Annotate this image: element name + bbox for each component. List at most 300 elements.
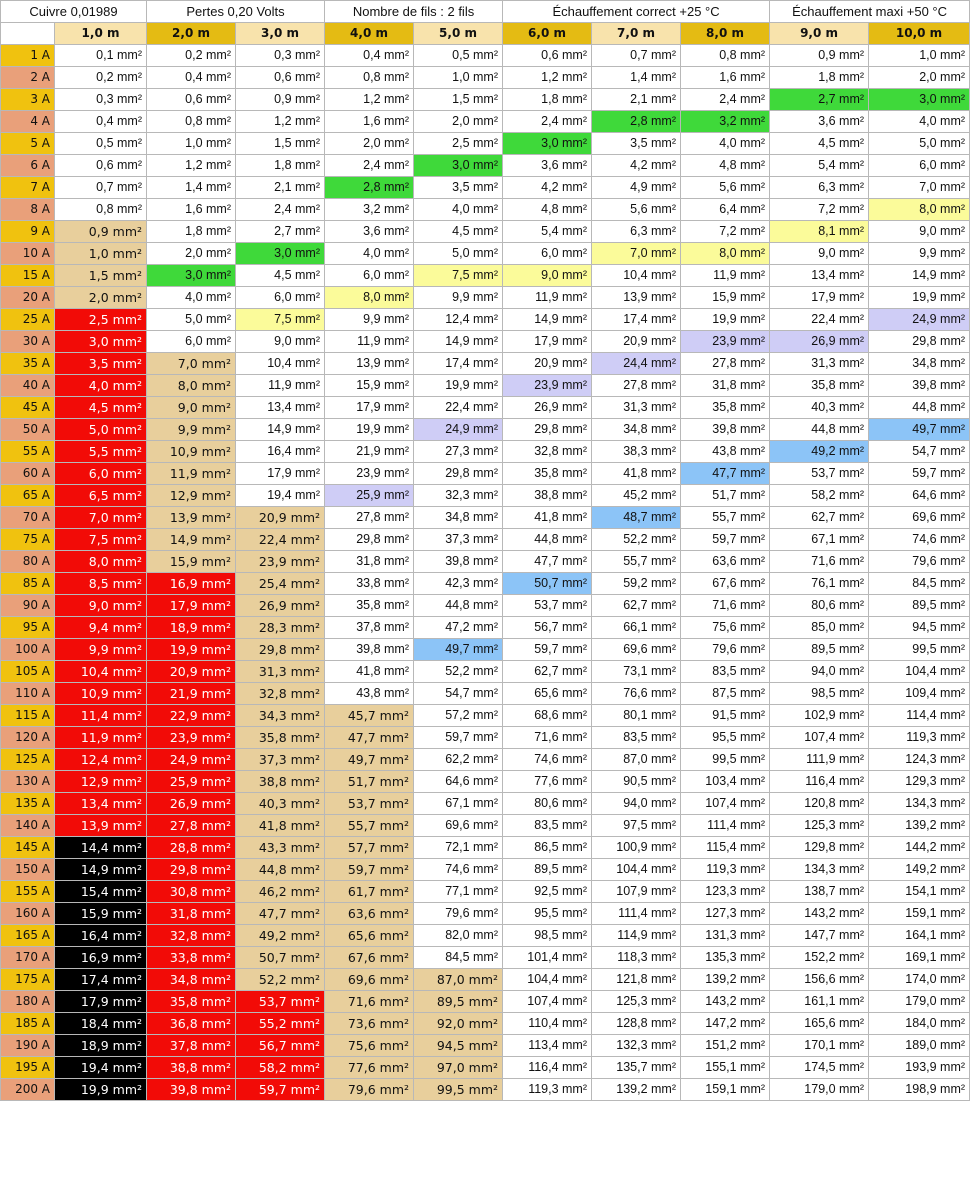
section-cell: 33,8 mm²	[147, 947, 236, 969]
section-cell: 75,6 mm²	[681, 617, 770, 639]
section-cell: 9,0 mm²	[869, 221, 970, 243]
section-cell: 129,8 mm²	[770, 837, 869, 859]
section-cell: 104,4 mm²	[503, 969, 592, 991]
section-cell: 189,0 mm²	[869, 1035, 970, 1057]
section-cell: 43,8 mm²	[681, 441, 770, 463]
section-cell: 47,7 mm²	[236, 903, 325, 925]
section-cell: 1,2 mm²	[325, 89, 414, 111]
section-cell: 7,5 mm²	[414, 265, 503, 287]
section-cell: 0,4 mm²	[55, 111, 147, 133]
section-cell: 54,7 mm²	[869, 441, 970, 463]
section-cell: 7,2 mm²	[681, 221, 770, 243]
section-cell: 35,8 mm²	[147, 991, 236, 1013]
table-row	[1, 1079, 970, 1101]
section-cell: 8,0 mm²	[147, 375, 236, 397]
table-row	[1, 463, 970, 485]
section-cell: 147,7 mm²	[770, 925, 869, 947]
section-cell: 83,5 mm²	[592, 727, 681, 749]
section-cell: 1,0 mm²	[55, 243, 147, 265]
table-row	[1, 595, 970, 617]
section-cell: 53,7 mm²	[770, 463, 869, 485]
table-row	[1, 485, 970, 507]
table-row	[1, 133, 970, 155]
section-cell: 13,9 mm²	[55, 815, 147, 837]
current-label: 50 A	[1, 419, 55, 441]
section-cell: 59,7 mm²	[503, 639, 592, 661]
section-cell: 49,2 mm²	[236, 925, 325, 947]
section-cell: 107,9 mm²	[592, 881, 681, 903]
section-cell: 3,6 mm²	[770, 111, 869, 133]
section-cell: 24,9 mm²	[869, 309, 970, 331]
section-cell: 95,5 mm²	[503, 903, 592, 925]
section-cell: 26,9 mm²	[147, 793, 236, 815]
section-cell: 12,4 mm²	[55, 749, 147, 771]
table-row	[1, 1057, 970, 1079]
section-cell: 0,6 mm²	[147, 89, 236, 111]
section-cell: 19,9 mm²	[414, 375, 503, 397]
section-cell: 135,3 mm²	[681, 947, 770, 969]
section-cell: 107,4 mm²	[770, 727, 869, 749]
section-cell: 116,4 mm²	[503, 1057, 592, 1079]
section-cell: 73,1 mm²	[592, 661, 681, 683]
section-cell: 2,8 mm²	[592, 111, 681, 133]
section-cell: 115,4 mm²	[681, 837, 770, 859]
table-row	[1, 661, 970, 683]
section-cell: 82,0 mm²	[414, 925, 503, 947]
section-cell: 165,6 mm²	[770, 1013, 869, 1035]
section-cell: 10,4 mm²	[55, 661, 147, 683]
section-cell: 65,6 mm²	[325, 925, 414, 947]
section-cell: 5,6 mm²	[681, 177, 770, 199]
section-cell: 3,5 mm²	[55, 353, 147, 375]
section-cell: 1,4 mm²	[147, 177, 236, 199]
section-cell: 47,2 mm²	[414, 617, 503, 639]
section-cell: 41,8 mm²	[503, 507, 592, 529]
section-cell: 45,7 mm²	[325, 705, 414, 727]
section-cell: 4,8 mm²	[503, 199, 592, 221]
section-cell: 76,1 mm²	[770, 573, 869, 595]
section-cell: 4,2 mm²	[592, 155, 681, 177]
section-cell: 14,9 mm²	[869, 265, 970, 287]
section-cell: 0,3 mm²	[55, 89, 147, 111]
current-label: 160 A	[1, 903, 55, 925]
section-cell: 52,2 mm²	[236, 969, 325, 991]
section-cell: 1,5 mm²	[236, 133, 325, 155]
section-cell: 9,4 mm²	[55, 617, 147, 639]
section-cell: 102,9 mm²	[770, 705, 869, 727]
section-cell: 27,8 mm²	[681, 353, 770, 375]
header-wire-count: Nombre de fils : 2 fils	[325, 1, 503, 23]
table-row	[1, 617, 970, 639]
section-cell: 139,2 mm²	[681, 969, 770, 991]
section-cell: 18,9 mm²	[55, 1035, 147, 1057]
section-cell: 44,8 mm²	[770, 419, 869, 441]
current-label: 195 A	[1, 1057, 55, 1079]
section-cell: 5,0 mm²	[414, 243, 503, 265]
section-cell: 24,9 mm²	[147, 749, 236, 771]
section-cell: 74,6 mm²	[414, 859, 503, 881]
section-cell: 2,0 mm²	[869, 67, 970, 89]
section-cell: 17,4 mm²	[592, 309, 681, 331]
current-label: 9 A	[1, 221, 55, 243]
section-cell: 17,9 mm²	[236, 463, 325, 485]
section-cell: 2,4 mm²	[681, 89, 770, 111]
section-cell: 2,1 mm²	[236, 177, 325, 199]
section-cell: 99,5 mm²	[869, 639, 970, 661]
section-cell: 128,8 mm²	[592, 1013, 681, 1035]
section-cell: 13,4 mm²	[770, 265, 869, 287]
section-cell: 24,4 mm²	[592, 353, 681, 375]
current-label: 165 A	[1, 925, 55, 947]
section-cell: 99,5 mm²	[681, 749, 770, 771]
table-row	[1, 155, 970, 177]
section-cell: 89,5 mm²	[770, 639, 869, 661]
current-label: 130 A	[1, 771, 55, 793]
table-row	[1, 419, 970, 441]
section-cell: 62,7 mm²	[770, 507, 869, 529]
header-length: 4,0 m	[325, 23, 414, 45]
section-cell: 10,9 mm²	[147, 441, 236, 463]
section-cell: 14,9 mm²	[503, 309, 592, 331]
table-row	[1, 1035, 970, 1057]
section-cell: 39,8 mm²	[414, 551, 503, 573]
section-cell: 35,8 mm²	[681, 397, 770, 419]
section-cell: 76,6 mm²	[592, 683, 681, 705]
current-label: 65 A	[1, 485, 55, 507]
section-cell: 91,5 mm²	[681, 705, 770, 727]
section-cell: 12,4 mm²	[414, 309, 503, 331]
section-cell: 139,2 mm²	[869, 815, 970, 837]
header-heating-correct: Échauffement correct +25 °C	[503, 1, 770, 23]
section-cell: 7,0 mm²	[55, 507, 147, 529]
section-cell: 156,6 mm²	[770, 969, 869, 991]
section-cell: 20,9 mm²	[236, 507, 325, 529]
section-cell: 80,1 mm²	[592, 705, 681, 727]
section-cell: 8,1 mm²	[770, 221, 869, 243]
section-cell: 67,6 mm²	[681, 573, 770, 595]
section-cell: 0,5 mm²	[414, 45, 503, 67]
section-cell: 59,7 mm²	[236, 1079, 325, 1101]
table-row	[1, 859, 970, 881]
section-cell: 0,2 mm²	[55, 67, 147, 89]
section-cell: 79,6 mm²	[869, 551, 970, 573]
section-cell: 13,4 mm²	[236, 397, 325, 419]
section-cell: 0,8 mm²	[147, 111, 236, 133]
section-cell: 89,5 mm²	[869, 595, 970, 617]
section-cell: 19,4 mm²	[236, 485, 325, 507]
section-cell: 25,9 mm²	[147, 771, 236, 793]
section-cell: 5,6 mm²	[592, 199, 681, 221]
section-cell: 40,3 mm²	[770, 397, 869, 419]
section-cell: 9,9 mm²	[325, 309, 414, 331]
section-cell: 35,8 mm²	[236, 727, 325, 749]
section-cell: 34,8 mm²	[147, 969, 236, 991]
section-cell: 21,9 mm²	[147, 683, 236, 705]
section-cell: 35,8 mm²	[325, 595, 414, 617]
current-label: 85 A	[1, 573, 55, 595]
section-cell: 1,5 mm²	[414, 89, 503, 111]
table-row	[1, 837, 970, 859]
section-cell: 147,2 mm²	[681, 1013, 770, 1035]
section-cell: 3,0 mm²	[503, 133, 592, 155]
section-cell: 49,7 mm²	[414, 639, 503, 661]
section-cell: 119,3 mm²	[503, 1079, 592, 1101]
section-cell: 3,2 mm²	[325, 199, 414, 221]
current-label: 2 A	[1, 67, 55, 89]
header-length: 3,0 m	[236, 23, 325, 45]
section-cell: 2,1 mm²	[592, 89, 681, 111]
section-cell: 38,8 mm²	[147, 1057, 236, 1079]
section-cell: 23,9 mm²	[147, 727, 236, 749]
section-cell: 16,9 mm²	[55, 947, 147, 969]
section-cell: 2,5 mm²	[55, 309, 147, 331]
current-label: 125 A	[1, 749, 55, 771]
current-label: 190 A	[1, 1035, 55, 1057]
section-cell: 4,8 mm²	[681, 155, 770, 177]
section-cell: 71,6 mm²	[770, 551, 869, 573]
section-cell: 12,9 mm²	[55, 771, 147, 793]
section-cell: 49,2 mm²	[770, 441, 869, 463]
section-cell: 13,9 mm²	[325, 353, 414, 375]
section-cell: 9,9 mm²	[147, 419, 236, 441]
section-cell: 4,9 mm²	[592, 177, 681, 199]
section-cell: 19,9 mm²	[325, 419, 414, 441]
section-cell: 118,3 mm²	[592, 947, 681, 969]
section-cell: 1,8 mm²	[770, 67, 869, 89]
current-label: 185 A	[1, 1013, 55, 1035]
section-cell: 27,8 mm²	[325, 507, 414, 529]
header-heating-max: Échauffement maxi +50 °C	[770, 1, 970, 23]
current-label: 145 A	[1, 837, 55, 859]
section-cell: 22,4 mm²	[236, 529, 325, 551]
section-cell: 17,4 mm²	[414, 353, 503, 375]
section-cell: 144,2 mm²	[869, 837, 970, 859]
header-voltage-loss: Pertes 0,20 Volts	[147, 1, 325, 23]
section-cell: 0,6 mm²	[503, 45, 592, 67]
section-cell: 38,3 mm²	[592, 441, 681, 463]
table-row	[1, 397, 970, 419]
table-row	[1, 45, 970, 67]
section-cell: 1,0 mm²	[147, 133, 236, 155]
section-cell: 72,1 mm²	[414, 837, 503, 859]
section-cell: 17,9 mm²	[325, 397, 414, 419]
section-cell: 143,2 mm²	[770, 903, 869, 925]
section-cell: 64,6 mm²	[414, 771, 503, 793]
section-cell: 184,0 mm²	[869, 1013, 970, 1035]
section-cell: 64,6 mm²	[869, 485, 970, 507]
section-cell: 0,2 mm²	[147, 45, 236, 67]
section-cell: 9,0 mm²	[503, 265, 592, 287]
section-cell: 7,5 mm²	[236, 309, 325, 331]
section-cell: 16,4 mm²	[55, 925, 147, 947]
table-row	[1, 925, 970, 947]
section-cell: 6,4 mm²	[681, 199, 770, 221]
section-cell: 5,0 mm²	[55, 419, 147, 441]
table-row	[1, 199, 970, 221]
section-cell: 1,8 mm²	[503, 89, 592, 111]
section-cell: 5,0 mm²	[869, 133, 970, 155]
section-cell: 19,9 mm²	[869, 287, 970, 309]
current-label: 75 A	[1, 529, 55, 551]
section-cell: 135,7 mm²	[592, 1057, 681, 1079]
section-cell: 55,7 mm²	[592, 551, 681, 573]
section-cell: 2,7 mm²	[236, 221, 325, 243]
section-cell: 22,9 mm²	[147, 705, 236, 727]
section-cell: 9,0 mm²	[236, 331, 325, 353]
section-cell: 23,9 mm²	[325, 463, 414, 485]
section-cell: 62,7 mm²	[503, 661, 592, 683]
section-cell: 34,3 mm²	[236, 705, 325, 727]
table-row	[1, 1013, 970, 1035]
section-cell: 134,3 mm²	[869, 793, 970, 815]
header-length: 10,0 m	[869, 23, 970, 45]
section-cell: 2,0 mm²	[325, 133, 414, 155]
table-row	[1, 771, 970, 793]
section-cell: 31,3 mm²	[770, 353, 869, 375]
section-cell: 75,6 mm²	[325, 1035, 414, 1057]
table-row	[1, 309, 970, 331]
section-cell: 179,0 mm²	[770, 1079, 869, 1101]
table-row	[1, 947, 970, 969]
section-cell: 0,4 mm²	[147, 67, 236, 89]
table-row	[1, 683, 970, 705]
section-cell: 21,9 mm²	[325, 441, 414, 463]
table-row	[1, 881, 970, 903]
current-label: 40 A	[1, 375, 55, 397]
section-cell: 9,0 mm²	[55, 595, 147, 617]
header-length: 2,0 m	[147, 23, 236, 45]
section-cell: 1,6 mm²	[681, 67, 770, 89]
current-label: 60 A	[1, 463, 55, 485]
section-cell: 69,6 mm²	[869, 507, 970, 529]
table-row	[1, 353, 970, 375]
section-cell: 0,8 mm²	[681, 45, 770, 67]
section-cell: 9,9 mm²	[55, 639, 147, 661]
table-body	[1, 45, 970, 1101]
section-cell: 53,7 mm²	[325, 793, 414, 815]
section-cell: 15,9 mm²	[681, 287, 770, 309]
section-cell: 11,9 mm²	[503, 287, 592, 309]
section-cell: 0,4 mm²	[325, 45, 414, 67]
current-label: 200 A	[1, 1079, 55, 1101]
section-cell: 59,7 mm²	[869, 463, 970, 485]
section-cell: 28,3 mm²	[236, 617, 325, 639]
section-cell: 0,6 mm²	[236, 67, 325, 89]
current-label: 140 A	[1, 815, 55, 837]
section-cell: 174,0 mm²	[869, 969, 970, 991]
section-cell: 12,9 mm²	[147, 485, 236, 507]
section-cell: 129,3 mm²	[869, 771, 970, 793]
section-cell: 17,9 mm²	[55, 991, 147, 1013]
section-cell: 2,4 mm²	[325, 155, 414, 177]
section-cell: 94,0 mm²	[592, 793, 681, 815]
section-cell: 87,0 mm²	[592, 749, 681, 771]
section-cell: 4,0 mm²	[147, 287, 236, 309]
section-cell: 3,5 mm²	[592, 133, 681, 155]
current-label: 15 A	[1, 265, 55, 287]
section-cell: 55,7 mm²	[681, 507, 770, 529]
current-label: 4 A	[1, 111, 55, 133]
section-cell: 174,5 mm²	[770, 1057, 869, 1079]
section-cell: 116,4 mm²	[770, 771, 869, 793]
section-cell: 31,3 mm²	[236, 661, 325, 683]
section-cell: 2,4 mm²	[236, 199, 325, 221]
section-cell: 90,5 mm²	[592, 771, 681, 793]
section-cell: 17,4 mm²	[55, 969, 147, 991]
section-cell: 9,9 mm²	[414, 287, 503, 309]
current-label: 180 A	[1, 991, 55, 1013]
section-cell: 1,6 mm²	[147, 199, 236, 221]
section-cell: 57,2 mm²	[414, 705, 503, 727]
section-cell: 33,8 mm²	[325, 573, 414, 595]
section-cell: 59,2 mm²	[592, 573, 681, 595]
section-cell: 111,4 mm²	[592, 903, 681, 925]
section-cell: 15,9 mm²	[55, 903, 147, 925]
section-cell: 34,8 mm²	[414, 507, 503, 529]
section-cell: 87,5 mm²	[681, 683, 770, 705]
section-cell: 159,1 mm²	[869, 903, 970, 925]
section-cell: 6,0 mm²	[236, 287, 325, 309]
table-row	[1, 727, 970, 749]
table-row	[1, 89, 970, 111]
section-cell: 39,8 mm²	[325, 639, 414, 661]
section-cell: 0,7 mm²	[592, 45, 681, 67]
table-row	[1, 749, 970, 771]
section-cell: 104,4 mm²	[869, 661, 970, 683]
current-label: 55 A	[1, 441, 55, 463]
table-row	[1, 177, 970, 199]
section-cell: 74,6 mm²	[869, 529, 970, 551]
section-cell: 58,2 mm²	[236, 1057, 325, 1079]
section-cell: 5,4 mm²	[770, 155, 869, 177]
section-cell: 68,6 mm²	[503, 705, 592, 727]
section-cell: 92,5 mm²	[503, 881, 592, 903]
section-cell: 4,0 mm²	[325, 243, 414, 265]
section-cell: 3,2 mm²	[681, 111, 770, 133]
section-cell: 198,9 mm²	[869, 1079, 970, 1101]
current-label: 100 A	[1, 639, 55, 661]
section-cell: 124,3 mm²	[869, 749, 970, 771]
section-cell: 56,7 mm²	[236, 1035, 325, 1057]
section-cell: 55,2 mm²	[236, 1013, 325, 1035]
table-row	[1, 793, 970, 815]
section-cell: 3,0 mm²	[414, 155, 503, 177]
section-cell: 69,6 mm²	[325, 969, 414, 991]
section-cell: 92,0 mm²	[414, 1013, 503, 1035]
section-cell: 19,9 mm²	[681, 309, 770, 331]
section-cell: 94,0 mm²	[770, 661, 869, 683]
section-cell: 132,3 mm²	[592, 1035, 681, 1057]
section-cell: 0,9 mm²	[236, 89, 325, 111]
section-cell: 89,5 mm²	[414, 991, 503, 1013]
section-cell: 29,8 mm²	[414, 463, 503, 485]
current-label: 80 A	[1, 551, 55, 573]
section-cell: 22,4 mm²	[770, 309, 869, 331]
section-cell: 4,5 mm²	[55, 397, 147, 419]
section-cell: 89,5 mm²	[503, 859, 592, 881]
section-cell: 41,8 mm²	[325, 661, 414, 683]
section-cell: 3,0 mm²	[55, 331, 147, 353]
section-cell: 5,5 mm²	[55, 441, 147, 463]
section-cell: 13,9 mm²	[147, 507, 236, 529]
section-cell: 1,2 mm²	[147, 155, 236, 177]
section-cell: 7,0 mm²	[869, 177, 970, 199]
section-cell: 6,0 mm²	[55, 463, 147, 485]
section-cell: 32,3 mm²	[414, 485, 503, 507]
section-cell: 155,1 mm²	[681, 1057, 770, 1079]
section-cell: 161,1 mm²	[770, 991, 869, 1013]
section-cell: 6,5 mm²	[55, 485, 147, 507]
